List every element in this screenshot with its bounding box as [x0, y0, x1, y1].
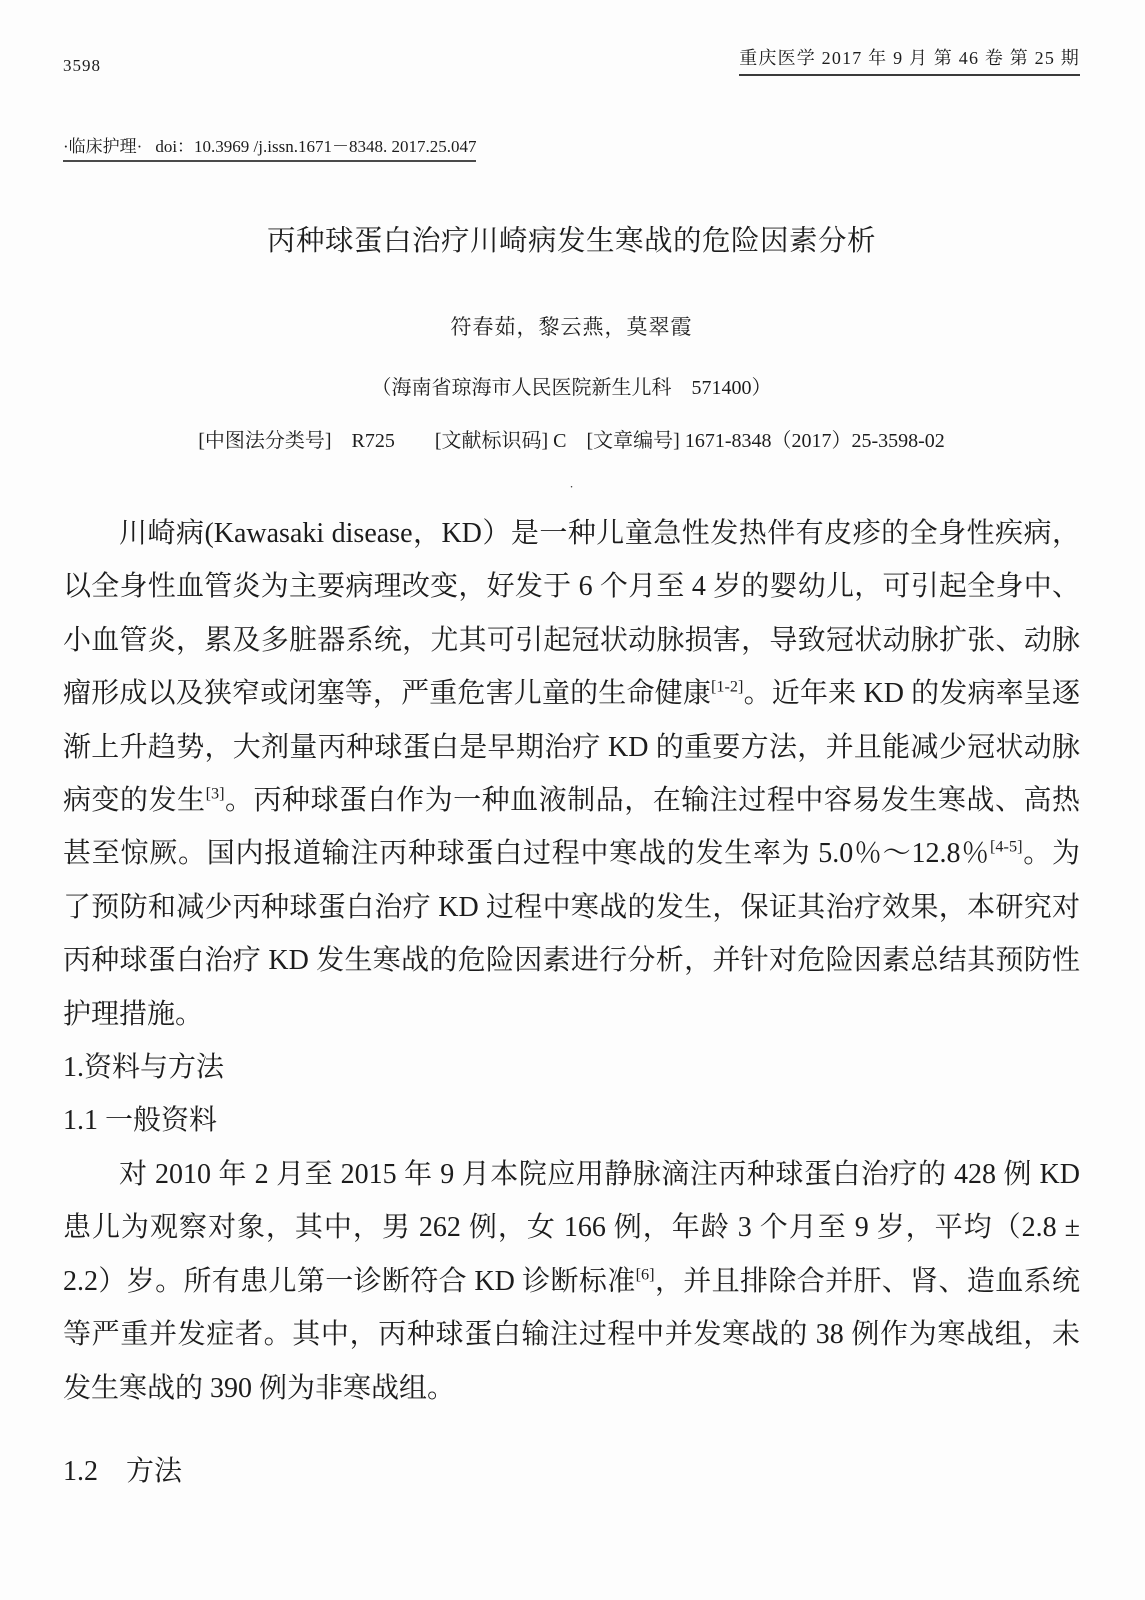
section-1-heading: 1.资料与方法 [63, 1052, 225, 1084]
article-body [63, 507, 1080, 1498]
separator-dot: · [569, 479, 574, 494]
doi-row [63, 132, 1080, 162]
doi-line [63, 132, 476, 162]
page-number: 3598 [63, 56, 101, 75]
section-1-1-heading: 1.1 一般资料 [63, 1105, 218, 1137]
running-head [63, 44, 1080, 76]
column-category-label: ·临床护理· [63, 137, 143, 156]
intro-paragraph: 川崎病(Kawasaki disease，KD）是一种儿童急性发热伴有皮疹的全身性疾病，以全身性血管炎为主要病理改变，好发于 6 个月至 4 岁的婴幼儿，可引起全身中、小血管炎，累及多脏器系统，尤其可引起冠状动脉损害，导致冠状动脉扩张、动脉瘤形成以及狭窄或闭塞等，严重危害儿童的生命健康[1-2]。近年来 KD 的发病率呈逐渐上升趋势，大剂量丙种球蛋白是早期治疗 KD 的重要方法，并且能减少冠状动脉病变的发生[3]。丙种球蛋白作为一种血液制品，在输注过程中容易发生寒战、高热甚至惊厥。国内报道输注丙种球蛋白过程中寒战的发生率为 5.0％～12.8％[4-5]。为了预防和减少丙种球蛋白治疗 KD 过程中寒战的发生，保证其治疗效果，本研究对丙种球蛋白治疗 KD 发生寒战的危险因素进行分析，并针对危险因素总结其预防性护理措施。 [63, 518, 1080, 1030]
section-1-1-paragraph: 对 2010 年 2 月至 2015 年 9 月本院应用静脉滴注丙种球蛋白治疗的 428 例 KD 患儿为观察对象，其中，男 262 例，女 166 例，年龄 3 个月至 9 岁，平均（2.8 ± 2.2）岁。所有患儿第一诊断符合 KD 诊断标准[6]，并且排除合并肝、肾、造血系统等严重并发症者。其中，丙种球蛋白输注过程中并发寒战的 38 例作为寒战组，未发生寒战的 390 例为非寒战组。 [63, 1158, 1080, 1404]
journal-issue-info: 重庆医学 2017 年 9 月 第 46 卷 第 25 期 [739, 44, 1080, 76]
doi-text: doi：10.3969 /j.issn.1671－8348. 2017.25.047 [155, 137, 477, 156]
section-1-2-heading: 1.2 方法 [63, 1455, 183, 1487]
classification-line: [中图法分类号] R725 [文献标识码] C [文章编号] 1671-8348（2017）25-3598-02 [198, 430, 945, 452]
affiliation-line: （海南省琼海市人民医院新生儿科 571400） [371, 377, 772, 399]
authors-line: 符春茹，黎云燕，莫翠霞 [450, 315, 693, 339]
article-title: 丙种球蛋白治疗川崎病发生寒战的危险因素分析 [266, 226, 876, 257]
